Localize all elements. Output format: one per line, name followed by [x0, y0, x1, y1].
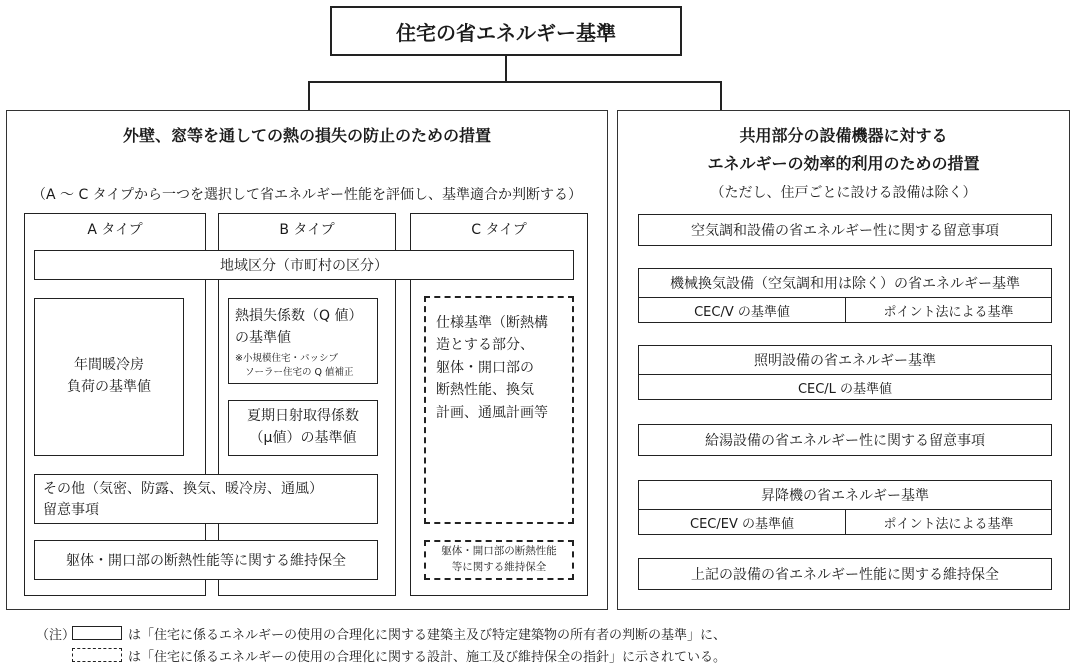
point-method-v: ポイント法による基準 — [845, 297, 1052, 323]
mu-value-line1: 夏期日射取得係数 — [247, 408, 359, 425]
spec-line2: 造とする部分、 — [436, 337, 534, 354]
note-prefix: （注） — [36, 628, 76, 643]
annual-load-line2: 負荷の基準値 — [67, 379, 151, 395]
type-a-label: A タイプ — [87, 222, 143, 238]
connector-line — [720, 81, 722, 111]
spec-line3: 躯体・開口部の — [436, 359, 534, 376]
envelope-subheading: （A 〜 C タイプから一つを選択して省エネルギー性能を評価し、基準適合か判断する） — [31, 187, 582, 203]
type-b-label: B タイプ — [279, 222, 335, 238]
diagram-title: 住宅の省エネルギー基準 — [330, 6, 682, 56]
mu-value-line2: （μ値）の基準値 — [249, 430, 357, 446]
q-value-note1: ※小規模住宅・パッシブ — [235, 353, 338, 364]
spec-line1: 仕様基準（断熱構 — [436, 315, 548, 331]
specification-standard — [424, 296, 574, 524]
equipment-heading-line1: 共用部分の設備機器に対する — [739, 125, 948, 145]
q-value-standard — [228, 298, 378, 384]
region-classification: 地域区分（市町村の区分） — [34, 250, 574, 280]
annual-load-line1: 年間暖冷房 — [74, 357, 144, 374]
equipment-subheading: （ただし、住戸ごとに設ける設備は除く） — [710, 185, 977, 201]
equipment-maintenance: 上記の設備の省エネルギー性能に関する維持保全 — [638, 558, 1052, 590]
envelope-maintenance: 躯体・開口部の断熱性能等に関する維持保全 — [34, 540, 378, 580]
spec-maintenance — [424, 540, 574, 580]
note-line2: は「住宅に係るエネルギーの使用の合理化に関する設計、施工及び維持保全の指針」に示されている。 — [128, 650, 727, 665]
cec-l-value: CEC/L の基準値 — [638, 374, 1052, 400]
q-value-line2: の基準値 — [235, 330, 291, 346]
point-method-ev: ポイント法による基準 — [845, 509, 1052, 535]
type-c-label: C タイプ — [471, 222, 527, 238]
q-value-line1: 熱損失係数（Q 値） — [235, 308, 363, 324]
other-line1: その他（気密、防露、換気、暖冷房、通風） — [43, 481, 323, 497]
spec-line5: 計画、通風計画等 — [436, 404, 548, 421]
cec-ev-value: CEC/EV の基準値 — [638, 509, 846, 535]
hotwater-notes: 給湯設備の省エネルギー性に関する留意事項 — [638, 424, 1052, 456]
connector-line — [308, 81, 310, 111]
mu-value-standard — [228, 400, 378, 456]
other-line2: 留意事項 — [43, 502, 99, 518]
aircon-notes: 空気調和設備の省エネルギー性に関する留意事項 — [638, 214, 1052, 246]
spec-maintenance-line2: 等に関する維持保全 — [451, 561, 547, 573]
dashed-box-legend — [72, 648, 122, 662]
connector-line — [308, 81, 722, 83]
other-considerations — [34, 474, 378, 524]
spec-maintenance-line1: 躯体・開口部の断熱性能 — [441, 545, 557, 558]
connector-line — [505, 56, 507, 82]
solid-box-legend — [72, 626, 122, 640]
cec-v-value: CEC/V の基準値 — [638, 297, 846, 323]
spec-line4: 断熱性能、換気 — [436, 382, 534, 399]
annual-load-standard — [34, 298, 184, 456]
note-line1: は「住宅に係るエネルギーの使用の合理化に関する建築主及び特定建築物の所有者の判断の基準」に、 — [128, 628, 727, 643]
ventilation-standard: 機械換気設備（空気調和用は除く）の省エネルギー基準 — [638, 268, 1052, 298]
lighting-standard: 照明設備の省エネルギー基準 — [638, 345, 1052, 375]
envelope-heading: 外壁、窓等を通しての熱の損失の防止のための措置 — [122, 125, 491, 145]
equipment-heading-line2: エネルギーの効率的利用のための措置 — [707, 153, 980, 173]
q-value-note2: ソーラー住宅の Q 値補正 — [245, 367, 354, 378]
elevator-standard: 昇降機の省エネルギー基準 — [638, 480, 1052, 510]
